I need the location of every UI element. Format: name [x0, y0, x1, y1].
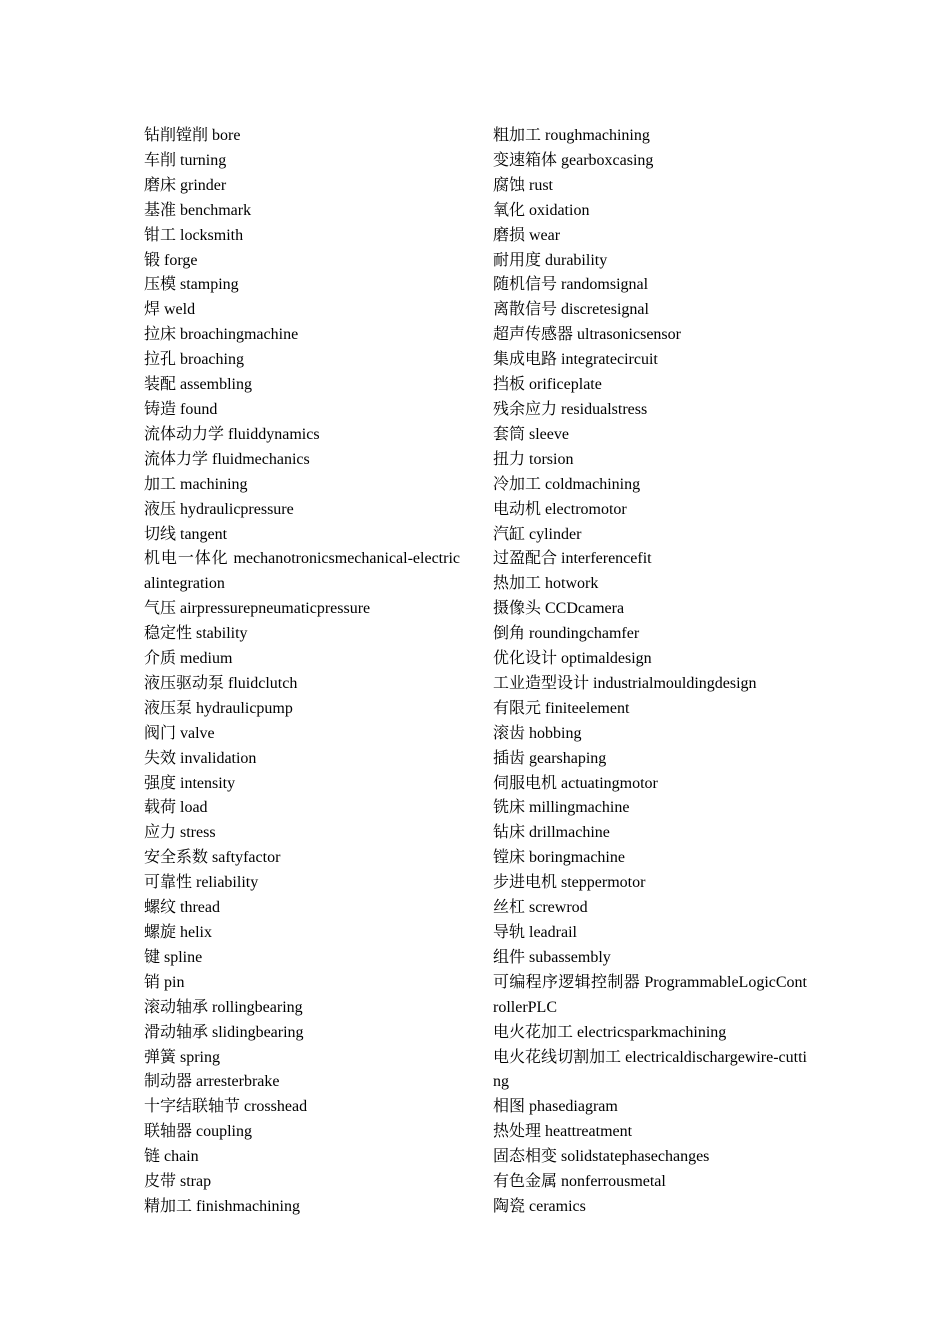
glossary-term: 陶瓷 ceramics	[493, 1197, 586, 1215]
glossary-term: 铣床 millingmachine	[493, 799, 630, 817]
glossary-term: 相图 phasediagram	[493, 1098, 618, 1116]
glossary-term: 磨床 grinder	[144, 176, 227, 194]
glossary-term: 残余应力 residualstress	[493, 400, 648, 418]
glossary-term: 热加工 hotwork	[493, 575, 599, 593]
glossary-term: 插齿 gearshaping	[493, 749, 607, 767]
glossary-term: 集成电路 integratecircuit	[493, 351, 658, 369]
glossary-term: 伺服电机 actuatingmotor	[493, 774, 658, 792]
glossary-term: 机电一体化 mechanotronicsmechanical-electricalintegration	[144, 550, 460, 593]
glossary-term: 链 chain	[144, 1148, 199, 1166]
glossary-term: 皮带 strap	[144, 1173, 212, 1191]
glossary-term: 锻 forge	[144, 251, 198, 269]
glossary-term: 摄像头 CCDcamera	[493, 600, 625, 618]
glossary-term: 十字结联轴节 crosshead	[144, 1098, 308, 1116]
glossary-term: 粗加工 roughmachining	[493, 127, 650, 144]
glossary-term: 可编程序逻辑控制器 ProgrammableLogicControllerPLC	[493, 973, 807, 1016]
glossary-term: 滚齿 hobbing	[493, 724, 582, 742]
glossary-term: 载荷 load	[144, 799, 208, 817]
glossary-term: 丝杠 screwrod	[493, 899, 588, 917]
glossary-term: 联轴器 coupling	[144, 1123, 252, 1141]
glossary-term: 应力 stress	[144, 824, 216, 842]
glossary-term: 钻床 drillmachine	[493, 824, 610, 842]
glossary-term: 稳定性 stability	[144, 625, 248, 643]
glossary-term: 工业造型设计 industrialmouldingdesign	[493, 674, 757, 692]
glossary-term: 制动器 arresterbrake	[144, 1073, 280, 1091]
glossary-term: 电动机 electromotor	[493, 500, 627, 518]
glossary-term: 有色金属 nonferrousmetal	[493, 1173, 666, 1191]
glossary-term: 压模 stamping	[144, 276, 239, 294]
glossary-term: 键 spline	[144, 948, 203, 966]
glossary-term: 铸造 found	[144, 400, 218, 418]
glossary-term: 拉床 broachingmachine	[144, 326, 299, 344]
glossary-term: 液压泵 hydraulicpump	[144, 699, 293, 717]
glossary-term: 螺旋 helix	[144, 924, 212, 941]
glossary-term: 步进电机 steppermotor	[493, 874, 646, 892]
glossary-term: 精加工 finishmachining	[144, 1197, 300, 1215]
glossary-term: 冷加工 coldmachining	[493, 475, 641, 493]
glossary-term: 基准 benchmark	[144, 201, 252, 219]
glossary-term: 耐用度 durability	[493, 251, 608, 269]
glossary-term: 加工 machining	[144, 475, 248, 493]
glossary-term: 固态相变 solidstatephasechanges	[493, 1148, 710, 1166]
glossary-term: 电火花加工 electricsparkmachining	[493, 1023, 727, 1041]
glossary-left-column	[144, 124, 460, 1220]
glossary-term: 离散信号 discretesignal	[493, 301, 649, 319]
glossary-term: 过盈配合 interferencefit	[493, 550, 652, 568]
glossary-term: 液压驱动泵 fluidclutch	[144, 674, 298, 692]
glossary-term: 可靠性 reliability	[144, 874, 259, 892]
glossary-term: 镗床 boringmachine	[493, 849, 625, 867]
glossary-term: 安全系数 saftyfactor	[144, 849, 281, 867]
glossary-term: 车削 turning	[144, 151, 227, 169]
glossary-term: 热处理 heattreatment	[493, 1123, 633, 1141]
glossary-term: 组件 subassembly	[493, 948, 611, 966]
glossary-term: 倒角 roundingchamfer	[493, 625, 640, 643]
glossary-term: 弹簧 spring	[144, 1048, 221, 1066]
glossary-term: 氧化 oxidation	[493, 201, 590, 219]
glossary-term: 超声传感器 ultrasonicsensor	[493, 326, 681, 344]
glossary-term: 电火花线切割加工 electricaldischargewire-cutting	[493, 1048, 807, 1091]
glossary-term: 钻削镗削 bore	[144, 127, 241, 144]
glossary-term: 滚动轴承 rollingbearing	[144, 998, 303, 1016]
glossary-term: 液压 hydraulicpressure	[144, 500, 294, 518]
glossary-term: 流体动力学 fluiddynamics	[144, 425, 320, 443]
glossary-term: 拉孔 broaching	[144, 351, 244, 369]
glossary-term: 扭力 torsion	[493, 450, 574, 468]
glossary-term: 挡板 orificeplate	[493, 376, 602, 394]
glossary-term: 汽缸 cylinder	[493, 525, 582, 543]
glossary-term: 螺纹 thread	[144, 899, 220, 917]
glossary-term: 流体力学 fluidmechanics	[144, 450, 310, 468]
glossary-term: 强度 intensity	[144, 774, 236, 792]
glossary-term: 磨损 wear	[493, 226, 561, 244]
glossary-term: 切线 tangent	[144, 525, 228, 543]
glossary-right-column	[493, 124, 807, 1220]
glossary-term: 气压 airpressurepneumaticpressure	[144, 600, 371, 618]
glossary-term: 钳工 locksmith	[144, 226, 244, 244]
glossary-term: 腐蚀 rust	[493, 176, 554, 194]
glossary-term: 失效 invalidation	[144, 749, 257, 767]
glossary-term: 有限元 finiteelement	[493, 699, 630, 717]
glossary-term: 装配 assembling	[144, 376, 252, 394]
glossary-term: 介质 medium	[144, 650, 233, 668]
glossary-term: 阀门 valve	[144, 724, 215, 742]
glossary-term: 变速箱体 gearboxcasing	[493, 151, 654, 169]
glossary-term: 导轨 leadrail	[493, 924, 577, 941]
glossary-term: 套筒 sleeve	[493, 425, 569, 443]
glossary-term: 滑动轴承 slidingbearing	[144, 1023, 304, 1041]
glossary-term: 优化设计 optimaldesign	[493, 650, 652, 668]
glossary-term: 销 pin	[144, 973, 185, 991]
glossary-term: 随机信号 randomsignal	[493, 276, 649, 294]
glossary-term: 焊 weld	[144, 301, 196, 319]
